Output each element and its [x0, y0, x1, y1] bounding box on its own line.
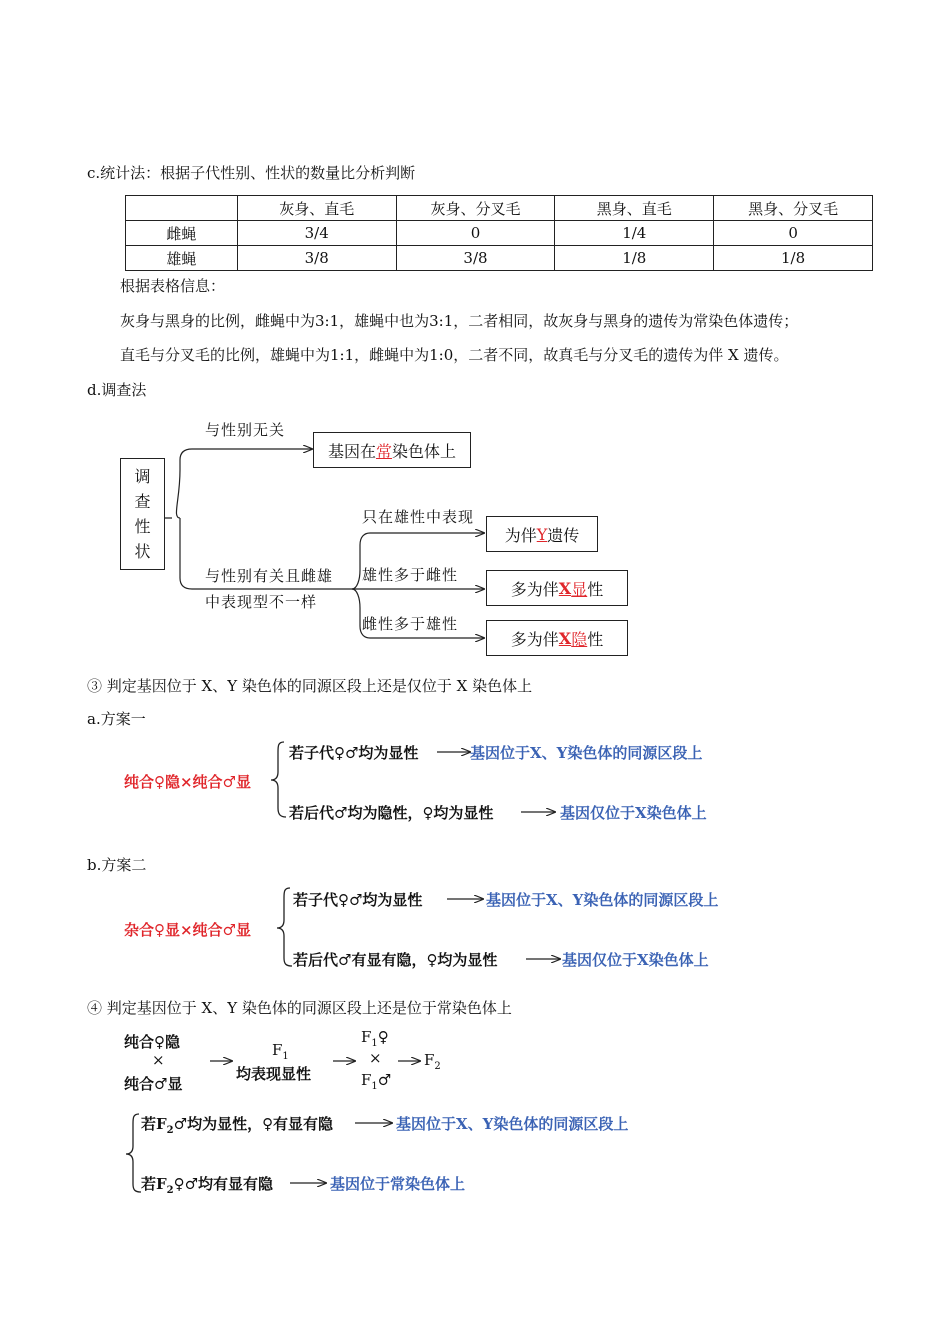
- box-mark: Y: [536, 524, 548, 544]
- info-line-1: 灰身与黑身的比例，雌蝇中为3:1，雄蝇中也为3:1，二者相同，故灰身与黑身的遗传为常染色体遗传；: [120, 312, 799, 330]
- box-mark: 显: [571, 579, 588, 599]
- table-cell: 1/8: [555, 246, 714, 271]
- box-mark: X: [558, 628, 572, 648]
- f-letter: F: [361, 1028, 372, 1046]
- cross-symbol: ×: [152, 1051, 165, 1069]
- box-text: 多为伴: [510, 579, 559, 599]
- box-text: 染色体上: [392, 441, 457, 461]
- plan1-title: a.方案一: [87, 710, 146, 728]
- box-text: 性: [587, 579, 604, 599]
- s4-result1: 基因位于X、Y染色体的同源区段上: [396, 1115, 629, 1133]
- f2-label: [424, 1051, 441, 1072]
- f-letter: F: [272, 1041, 283, 1059]
- sub2-label: 雄性多于雌性: [362, 566, 459, 584]
- f-sub: 1: [282, 1051, 289, 1062]
- f1-cross-symbol: ×: [369, 1049, 382, 1067]
- case-text: ♂均为显性，♀有显有隐: [173, 1115, 334, 1133]
- f-letter: F: [424, 1051, 435, 1069]
- branch2-label-2: 中表现型不一样: [205, 593, 318, 611]
- plan1-case2: 若后代♂均为隐性，♀均为显性: [289, 804, 494, 822]
- table-header-cell: 黑身、直毛: [555, 196, 714, 221]
- case-text: 若F: [141, 1175, 167, 1193]
- root-char: 状: [134, 542, 151, 561]
- s4-result2: 基因位于常染色体上: [330, 1175, 466, 1193]
- sub2-box: [486, 570, 628, 606]
- info-title: 根据表格信息：: [120, 277, 226, 295]
- plan2-cross: 杂合♀显×纯合♂显: [124, 921, 251, 939]
- box-text: 基因在: [327, 441, 376, 461]
- section-4-heading: ④ 判定基因位于 X、Y 染色体的同源区段上还是位于常染色体上: [87, 999, 512, 1017]
- table-cell: 雌蝇: [126, 221, 238, 246]
- table-cell: 3/8: [396, 246, 555, 271]
- plan2-title: b.方案二: [87, 856, 147, 874]
- box-text: 遗传: [547, 525, 580, 545]
- box-mark: 隐: [571, 629, 588, 649]
- plan2-case2: 若后代♂有显有隐，♀均为显性: [293, 951, 498, 969]
- f-sub: 1: [371, 1081, 378, 1092]
- table-header-cell: 灰身、分叉毛: [396, 196, 555, 221]
- root-char: 性: [134, 517, 151, 536]
- box-text: 为伴: [504, 525, 537, 545]
- plan2-result1: 基因位于X、Y染色体的同源区段上: [486, 891, 719, 909]
- f1-description: 均表现显性: [236, 1065, 312, 1083]
- s4-case1: [141, 1113, 333, 1136]
- f-letter: F: [361, 1071, 372, 1089]
- sub1-label: 只在雄性中表现: [362, 508, 475, 526]
- f-sub: 2: [166, 1185, 174, 1196]
- table-cell: 0: [714, 221, 873, 246]
- section-d-heading: d.调查法: [87, 381, 147, 399]
- s4-case2: [141, 1173, 273, 1196]
- sub3-label: 雌性多于雄性: [362, 615, 459, 633]
- plan1-result2: 基因仅位于X染色体上: [560, 804, 707, 822]
- branch1-box: [313, 432, 471, 468]
- plan1-cross: 纯合♀隐×纯合♂显: [124, 773, 251, 791]
- case-text: ♀♂均有显有隐: [173, 1175, 274, 1193]
- plan2-case1: 若子代♀♂均为显性: [293, 891, 423, 909]
- sub1-box: [486, 516, 598, 552]
- root-char: 查: [134, 492, 151, 511]
- box-mark: 常: [375, 441, 392, 461]
- section-c-heading: c.统计法：根据子代性别、性状的数量比分析判断: [87, 164, 416, 182]
- box-mark: X: [558, 578, 572, 598]
- box-text: 性: [587, 629, 604, 649]
- survey-root-box: [120, 458, 165, 570]
- plan2-result2: 基因仅位于X染色体上: [562, 951, 709, 969]
- branch2-label-1: 与性别有关且雌雄: [205, 567, 334, 585]
- f1-male-label: [361, 1071, 391, 1092]
- f1-label: [272, 1041, 289, 1062]
- branch1-label: 与性别无关: [205, 421, 286, 439]
- parent-female: 纯合♀隐: [124, 1033, 180, 1051]
- female-symbol: ♀: [377, 1028, 389, 1046]
- table-cell: 1/8: [714, 246, 873, 271]
- table-cell: 3/4: [237, 221, 396, 246]
- table-header-cell: 黑身、分叉毛: [714, 196, 873, 221]
- box-text: 多为伴: [510, 629, 559, 649]
- parent-male: 纯合♂显: [124, 1075, 183, 1093]
- table-cell: 1/4: [555, 221, 714, 246]
- f-sub: 2: [166, 1125, 174, 1136]
- root-char: 调: [134, 467, 151, 486]
- case-text: 若F: [141, 1115, 167, 1133]
- table-cell: 0: [396, 221, 555, 246]
- male-symbol: ♂: [377, 1071, 392, 1089]
- table-cell: 3/8: [237, 246, 396, 271]
- section-3-heading: ③ 判定基因位于 X、Y 染色体的同源区段上还是仅位于 X 染色体上: [87, 677, 533, 695]
- table-header-cell: 灰身、直毛: [237, 196, 396, 221]
- f1-female-label: [361, 1028, 389, 1049]
- info-line-2: 直毛与分叉毛的比例，雄蝇中为1:1，雌蝇中为1:0，二者不同，故真毛与分叉毛的遗传为伴 X 遗传。: [120, 346, 789, 364]
- sub3-box: [486, 620, 628, 656]
- plan1-case1: 若子代♀♂均为显性: [289, 744, 419, 762]
- f-sub: 2: [434, 1061, 441, 1072]
- plan1-result1: 基因位于X、Y染色体的同源区段上: [470, 744, 703, 762]
- f-sub: 1: [371, 1038, 378, 1049]
- table-cell: 雄蝇: [126, 246, 238, 271]
